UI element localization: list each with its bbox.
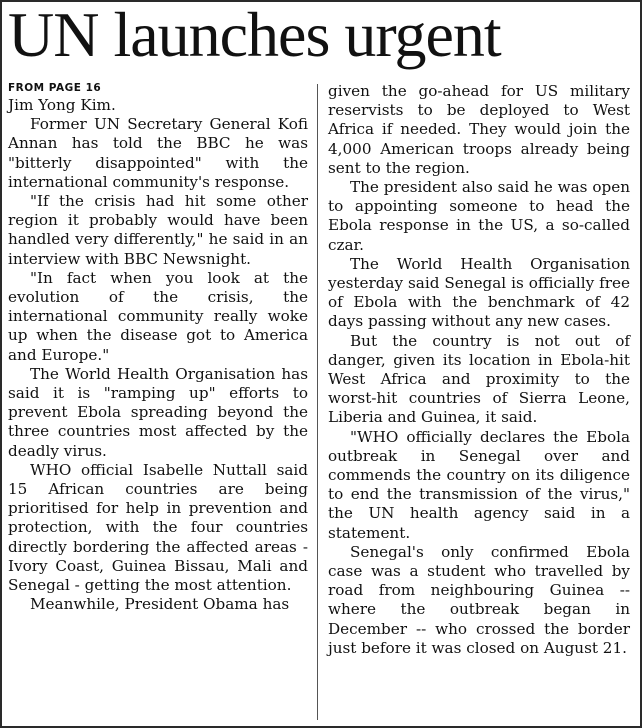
paragraph: given the go-ahead for US military reservists to be deployed to West Africa if needed. They would join the 4,000 American troops already being sent to the region. bbox=[328, 82, 630, 177]
right-column bbox=[328, 82, 630, 658]
paragraph: The president also said he was open to appointing someone to head the Ebola response in the US, a so-called czar. bbox=[328, 178, 630, 254]
paragraph: "WHO officially declares the Ebola outbreak in Senegal over and commends the country on its diligence to end the transmission of the virus," the UN health agency said in a statement. bbox=[328, 427, 630, 542]
headline: UN launches urgent bbox=[8, 0, 501, 70]
left-column bbox=[8, 80, 308, 614]
paragraph: "If the crisis had hit some other region it probably would have been handled very differently," he said in an interview with BBC Newsnight. bbox=[8, 192, 308, 268]
paragraph: "In fact when you look at the evolution of the crisis, the international community really woke up when the disease got to America and Europe." bbox=[8, 268, 308, 364]
paragraph: Meanwhile, President Obama has bbox=[30, 595, 290, 614]
jump-label: FROM PAGE 16 bbox=[8, 82, 102, 94]
paragraph: The World Health Organisation has said it is "ramping up" efforts to prevent Ebola spreading beyond the three countries most affected by the deadly virus. bbox=[8, 364, 308, 460]
paragraph: Former UN Secretary General Kofi Annan has told the BBC he was "bitterly disappointed" with the international community's response. bbox=[8, 115, 308, 191]
column-divider bbox=[317, 84, 318, 720]
paragraph: The World Health Organisation yesterday said Senegal is officially free of Ebola with the benchmark of 42 days passing without any new cases. bbox=[328, 254, 630, 331]
paragraph: WHO official Isabelle Nuttall said 15 African countries are being prioritised for help in prevention and protection, with the four countries directly bordering the affected areas - Ivory Coast, Guinea Bissau, Mali and Senegal - getting the most attention. bbox=[8, 460, 308, 595]
paragraph: But the country is not out of danger, given its location in Ebola-hit West Africa and proximity to the worst-hit countries of Sierra Leone, Liberia and Guinea, it said. bbox=[328, 331, 630, 427]
paragraph: Senegal's only confirmed Ebola case was a student who travelled by road from neighbouring Guinea -- where the outbreak began in December -- who crossed the border just before it was closed on August 21. bbox=[328, 542, 630, 657]
paragraph: Jim Yong Kim. bbox=[8, 96, 116, 114]
